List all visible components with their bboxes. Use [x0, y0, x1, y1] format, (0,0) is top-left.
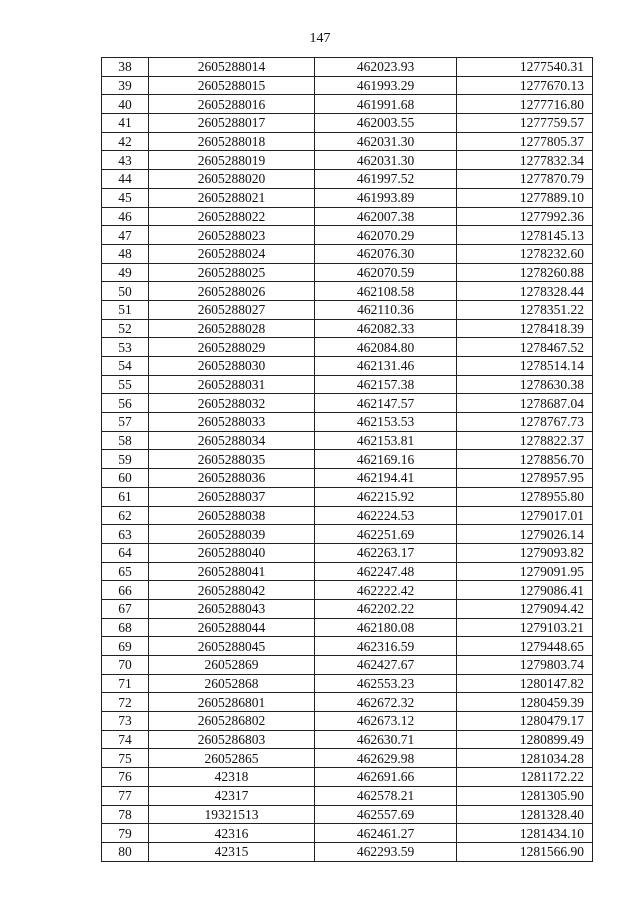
row-number-cell: 50 — [102, 282, 149, 301]
table-row — [102, 375, 593, 394]
point-id-cell: 2605288021 — [149, 188, 315, 207]
x-coordinate-cell: 462316.59 — [315, 637, 457, 656]
row-number-cell: 66 — [102, 581, 149, 600]
x-coordinate-cell: 462031.30 — [315, 151, 457, 170]
row-number-cell: 48 — [102, 244, 149, 263]
x-coordinate-cell: 462003.55 — [315, 114, 457, 133]
y-coordinate-cell: 1278687.04 — [457, 394, 593, 413]
x-coordinate-cell: 462251.69 — [315, 525, 457, 544]
table-row — [102, 487, 593, 506]
table-row — [102, 207, 593, 226]
row-number-cell: 58 — [102, 431, 149, 450]
point-id-cell: 42315 — [149, 842, 315, 861]
x-coordinate-cell: 462110.36 — [315, 300, 457, 319]
x-coordinate-cell: 462070.29 — [315, 226, 457, 245]
y-coordinate-cell: 1279103.21 — [457, 618, 593, 637]
y-coordinate-cell: 1281305.90 — [457, 786, 593, 805]
table-row — [102, 76, 593, 95]
point-id-cell: 2605288018 — [149, 132, 315, 151]
point-id-cell: 2605288028 — [149, 319, 315, 338]
row-number-cell: 55 — [102, 375, 149, 394]
x-coordinate-cell: 462553.23 — [315, 674, 457, 693]
table-row — [102, 581, 593, 600]
row-number-cell: 43 — [102, 151, 149, 170]
row-number-cell: 67 — [102, 599, 149, 618]
row-number-cell: 68 — [102, 618, 149, 637]
y-coordinate-cell: 1278467.52 — [457, 338, 593, 357]
x-coordinate-cell: 462082.33 — [315, 319, 457, 338]
point-id-cell: 2605288023 — [149, 226, 315, 245]
point-id-cell: 2605288019 — [149, 151, 315, 170]
row-number-cell: 79 — [102, 824, 149, 843]
row-number-cell: 53 — [102, 338, 149, 357]
row-number-cell: 62 — [102, 506, 149, 525]
x-coordinate-cell: 462224.53 — [315, 506, 457, 525]
y-coordinate-cell: 1277992.36 — [457, 207, 593, 226]
y-coordinate-cell: 1278145.13 — [457, 226, 593, 245]
x-coordinate-cell: 461997.52 — [315, 170, 457, 189]
y-coordinate-cell: 1279026.14 — [457, 525, 593, 544]
x-coordinate-cell: 462673.12 — [315, 712, 457, 731]
x-coordinate-cell: 461991.68 — [315, 95, 457, 114]
y-coordinate-cell: 1278351.22 — [457, 300, 593, 319]
page-number: 147 — [309, 31, 331, 46]
row-number-cell: 45 — [102, 188, 149, 207]
point-id-cell: 26052869 — [149, 656, 315, 675]
table-row — [102, 58, 593, 77]
table-row — [102, 151, 593, 170]
coordinates-table-body — [102, 58, 593, 862]
x-coordinate-cell: 462180.08 — [315, 618, 457, 637]
y-coordinate-cell: 1279094.42 — [457, 599, 593, 618]
x-coordinate-cell: 462076.30 — [315, 244, 457, 263]
point-id-cell: 2605288020 — [149, 170, 315, 189]
point-id-cell: 2605288031 — [149, 375, 315, 394]
x-coordinate-cell: 462222.42 — [315, 581, 457, 600]
x-coordinate-cell: 462578.21 — [315, 786, 457, 805]
table-row — [102, 656, 593, 675]
y-coordinate-cell: 1277670.13 — [457, 76, 593, 95]
y-coordinate-cell: 1280899.49 — [457, 730, 593, 749]
row-number-cell: 60 — [102, 469, 149, 488]
x-coordinate-cell: 462461.27 — [315, 824, 457, 843]
x-coordinate-cell: 462215.92 — [315, 487, 457, 506]
table-row — [102, 300, 593, 319]
table-row — [102, 618, 593, 637]
point-id-cell: 2605288033 — [149, 413, 315, 432]
x-coordinate-cell: 462247.48 — [315, 562, 457, 581]
row-number-cell: 42 — [102, 132, 149, 151]
table-row — [102, 469, 593, 488]
row-number-cell: 38 — [102, 58, 149, 77]
row-number-cell: 54 — [102, 357, 149, 376]
table-row — [102, 842, 593, 861]
point-id-cell: 2605288025 — [149, 263, 315, 282]
table-row — [102, 562, 593, 581]
y-coordinate-cell: 1278514.14 — [457, 357, 593, 376]
point-id-cell: 2605288026 — [149, 282, 315, 301]
y-coordinate-cell: 1278822.37 — [457, 431, 593, 450]
point-id-cell: 2605288030 — [149, 357, 315, 376]
y-coordinate-cell: 1277870.79 — [457, 170, 593, 189]
x-coordinate-cell: 462263.17 — [315, 543, 457, 562]
row-number-cell: 63 — [102, 525, 149, 544]
table-row — [102, 170, 593, 189]
point-id-cell: 2605288017 — [149, 114, 315, 133]
coordinates-table — [101, 57, 593, 862]
x-coordinate-cell: 462131.46 — [315, 357, 457, 376]
point-id-cell: 2605288034 — [149, 431, 315, 450]
x-coordinate-cell: 462153.53 — [315, 413, 457, 432]
table-row — [102, 824, 593, 843]
y-coordinate-cell: 1278767.73 — [457, 413, 593, 432]
x-coordinate-cell: 462202.22 — [315, 599, 457, 618]
table-row — [102, 338, 593, 357]
point-id-cell: 19321513 — [149, 805, 315, 824]
row-number-cell: 73 — [102, 712, 149, 731]
table-row — [102, 805, 593, 824]
x-coordinate-cell: 462194.41 — [315, 469, 457, 488]
table-row — [102, 543, 593, 562]
point-id-cell: 2605288041 — [149, 562, 315, 581]
y-coordinate-cell: 1280479.17 — [457, 712, 593, 731]
table-row — [102, 599, 593, 618]
row-number-cell: 51 — [102, 300, 149, 319]
x-coordinate-cell: 462169.16 — [315, 450, 457, 469]
table-row — [102, 319, 593, 338]
x-coordinate-cell: 461993.29 — [315, 76, 457, 95]
y-coordinate-cell: 1279803.74 — [457, 656, 593, 675]
y-coordinate-cell: 1281328.40 — [457, 805, 593, 824]
x-coordinate-cell: 462108.58 — [315, 282, 457, 301]
table-row — [102, 749, 593, 768]
table-row — [102, 132, 593, 151]
y-coordinate-cell: 1281034.28 — [457, 749, 593, 768]
x-coordinate-cell: 462157.38 — [315, 375, 457, 394]
y-coordinate-cell: 1278260.88 — [457, 263, 593, 282]
x-coordinate-cell: 462691.66 — [315, 768, 457, 787]
row-number-cell: 80 — [102, 842, 149, 861]
y-coordinate-cell: 1278957.95 — [457, 469, 593, 488]
point-id-cell: 2605288045 — [149, 637, 315, 656]
y-coordinate-cell: 1278955.80 — [457, 487, 593, 506]
x-coordinate-cell: 462153.81 — [315, 431, 457, 450]
table-row — [102, 226, 593, 245]
x-coordinate-cell: 462023.93 — [315, 58, 457, 77]
row-number-cell: 40 — [102, 95, 149, 114]
table-row — [102, 282, 593, 301]
row-number-cell: 44 — [102, 170, 149, 189]
row-number-cell: 46 — [102, 207, 149, 226]
x-coordinate-cell: 462427.67 — [315, 656, 457, 675]
x-coordinate-cell: 462630.71 — [315, 730, 457, 749]
table-row — [102, 431, 593, 450]
point-id-cell: 2605288042 — [149, 581, 315, 600]
row-number-cell: 74 — [102, 730, 149, 749]
table-row — [102, 413, 593, 432]
y-coordinate-cell: 1277759.57 — [457, 114, 593, 133]
y-coordinate-cell: 1278856.70 — [457, 450, 593, 469]
row-number-cell: 59 — [102, 450, 149, 469]
point-id-cell: 2605286801 — [149, 693, 315, 712]
point-id-cell: 2605288037 — [149, 487, 315, 506]
y-coordinate-cell: 1278232.60 — [457, 244, 593, 263]
point-id-cell: 26052865 — [149, 749, 315, 768]
table-row — [102, 693, 593, 712]
x-coordinate-cell: 462557.69 — [315, 805, 457, 824]
row-number-cell: 52 — [102, 319, 149, 338]
x-coordinate-cell: 462629.98 — [315, 749, 457, 768]
point-id-cell: 2605288022 — [149, 207, 315, 226]
point-id-cell: 2605288016 — [149, 95, 315, 114]
y-coordinate-cell: 1279448.65 — [457, 637, 593, 656]
point-id-cell: 2605286802 — [149, 712, 315, 731]
table-row — [102, 674, 593, 693]
row-number-cell: 61 — [102, 487, 149, 506]
table-row — [102, 95, 593, 114]
y-coordinate-cell: 1277832.34 — [457, 151, 593, 170]
row-number-cell: 72 — [102, 693, 149, 712]
x-coordinate-cell: 462031.30 — [315, 132, 457, 151]
row-number-cell: 64 — [102, 543, 149, 562]
table-row — [102, 357, 593, 376]
row-number-cell: 70 — [102, 656, 149, 675]
row-number-cell: 78 — [102, 805, 149, 824]
point-id-cell: 2605288038 — [149, 506, 315, 525]
point-id-cell: 2605288036 — [149, 469, 315, 488]
row-number-cell: 71 — [102, 674, 149, 693]
y-coordinate-cell: 1281172.22 — [457, 768, 593, 787]
y-coordinate-cell: 1277889.10 — [457, 188, 593, 207]
y-coordinate-cell: 1277716.80 — [457, 95, 593, 114]
table-row — [102, 712, 593, 731]
table-row — [102, 244, 593, 263]
y-coordinate-cell: 1278328.44 — [457, 282, 593, 301]
table-row — [102, 730, 593, 749]
point-id-cell: 2605288024 — [149, 244, 315, 263]
y-coordinate-cell: 1278630.38 — [457, 375, 593, 394]
row-number-cell: 57 — [102, 413, 149, 432]
x-coordinate-cell: 462007.38 — [315, 207, 457, 226]
row-number-cell: 75 — [102, 749, 149, 768]
y-coordinate-cell: 1279086.41 — [457, 581, 593, 600]
row-number-cell: 77 — [102, 786, 149, 805]
point-id-cell: 42316 — [149, 824, 315, 843]
point-id-cell: 2605288029 — [149, 338, 315, 357]
table-row — [102, 786, 593, 805]
x-coordinate-cell: 462070.59 — [315, 263, 457, 282]
point-id-cell: 2605288043 — [149, 599, 315, 618]
table-row — [102, 263, 593, 282]
point-id-cell: 2605288035 — [149, 450, 315, 469]
table-row — [102, 394, 593, 413]
row-number-cell: 47 — [102, 226, 149, 245]
y-coordinate-cell: 1279091.95 — [457, 562, 593, 581]
table-row — [102, 506, 593, 525]
y-coordinate-cell: 1280459.39 — [457, 693, 593, 712]
point-id-cell: 2605286803 — [149, 730, 315, 749]
y-coordinate-cell: 1280147.82 — [457, 674, 593, 693]
point-id-cell: 2605288040 — [149, 543, 315, 562]
row-number-cell: 56 — [102, 394, 149, 413]
table-row — [102, 114, 593, 133]
point-id-cell: 2605288032 — [149, 394, 315, 413]
y-coordinate-cell: 1277540.31 — [457, 58, 593, 77]
point-id-cell: 42317 — [149, 786, 315, 805]
point-id-cell: 26052868 — [149, 674, 315, 693]
table-row — [102, 450, 593, 469]
point-id-cell: 42318 — [149, 768, 315, 787]
y-coordinate-cell: 1277805.37 — [457, 132, 593, 151]
x-coordinate-cell: 461993.89 — [315, 188, 457, 207]
row-number-cell: 65 — [102, 562, 149, 581]
table-row — [102, 768, 593, 787]
table-row — [102, 525, 593, 544]
point-id-cell: 2605288039 — [149, 525, 315, 544]
table-row — [102, 188, 593, 207]
point-id-cell: 2605288015 — [149, 76, 315, 95]
y-coordinate-cell: 1278418.39 — [457, 319, 593, 338]
x-coordinate-cell: 462147.57 — [315, 394, 457, 413]
x-coordinate-cell: 462084.80 — [315, 338, 457, 357]
row-number-cell: 49 — [102, 263, 149, 282]
y-coordinate-cell: 1279093.82 — [457, 543, 593, 562]
row-number-cell: 76 — [102, 768, 149, 787]
point-id-cell: 2605288014 — [149, 58, 315, 77]
y-coordinate-cell: 1281566.90 — [457, 842, 593, 861]
x-coordinate-cell: 462672.32 — [315, 693, 457, 712]
row-number-cell: 69 — [102, 637, 149, 656]
row-number-cell: 39 — [102, 76, 149, 95]
y-coordinate-cell: 1281434.10 — [457, 824, 593, 843]
point-id-cell: 2605288044 — [149, 618, 315, 637]
point-id-cell: 2605288027 — [149, 300, 315, 319]
x-coordinate-cell: 462293.59 — [315, 842, 457, 861]
y-coordinate-cell: 1279017.01 — [457, 506, 593, 525]
row-number-cell: 41 — [102, 114, 149, 133]
table-row — [102, 637, 593, 656]
